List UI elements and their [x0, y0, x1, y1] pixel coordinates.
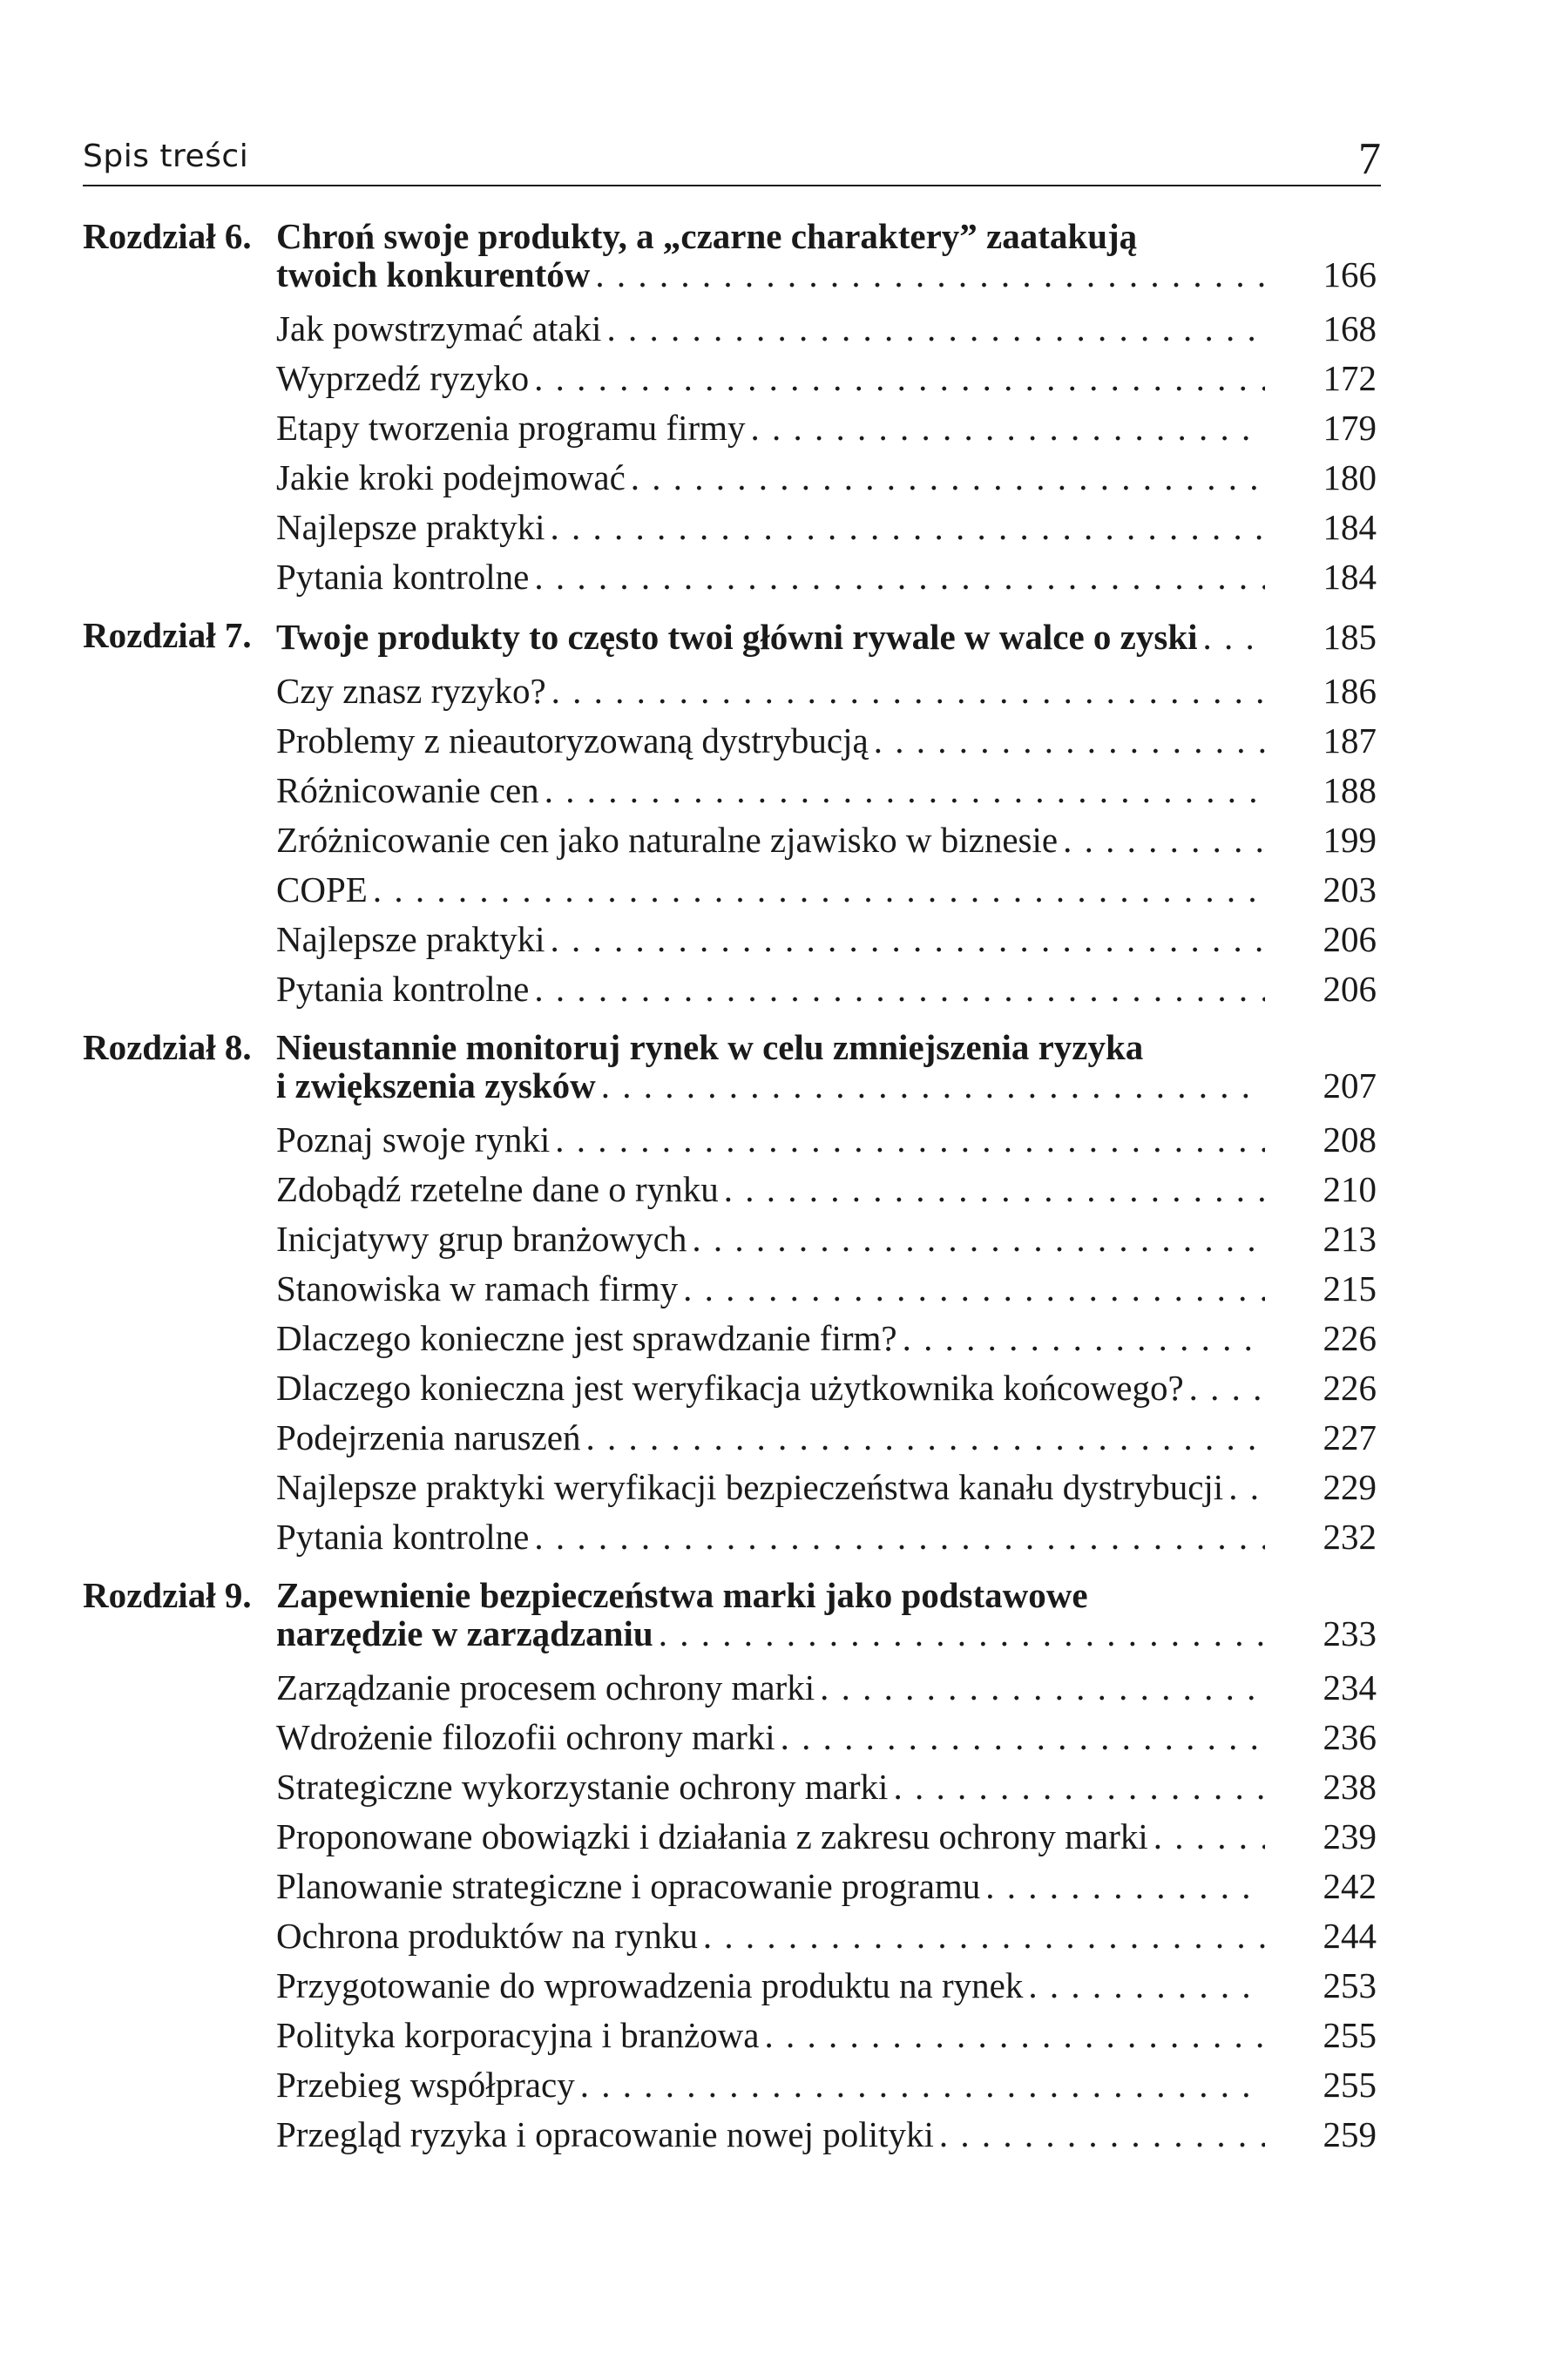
dot-leader [759, 2011, 1265, 2060]
chapter-label: Rozdział 7. [83, 615, 252, 655]
toc-entry-title: Podejrzenia naruszeń [276, 1417, 581, 1457]
toc-entry [276, 1762, 1377, 1812]
dot-leader [678, 1264, 1265, 1314]
toc-entry-title: Ochrona produktów na rynku [276, 1916, 698, 1956]
toc-entry-page-number: 232 [1323, 1517, 1377, 1557]
toc-entry-page-number: 199 [1323, 820, 1377, 860]
chapter-title-row [276, 617, 1377, 657]
toc-entry-title: Najlepsze praktyki weryfikacji bezpieczeństwa kanału dystrybucji [276, 1467, 1224, 1507]
dot-leader [934, 2110, 1265, 2160]
toc-entry [276, 1115, 1377, 1165]
chapter-page-number: 185 [1323, 617, 1377, 657]
toc-entry [276, 716, 1377, 766]
toc-entry [276, 403, 1377, 453]
chapter-heading [83, 617, 1377, 657]
toc-entry [276, 453, 1377, 503]
toc-entry-page-number: 215 [1323, 1268, 1377, 1308]
dot-leader [545, 503, 1265, 552]
dot-leader [1184, 1363, 1265, 1413]
toc-entry-page-number: 226 [1323, 1368, 1377, 1408]
dot-leader [545, 915, 1265, 964]
dot-leader [529, 1512, 1265, 1562]
toc-entry [276, 552, 1377, 602]
chapter-title-row [276, 1065, 1377, 1105]
toc-entry-title: COPE [276, 869, 368, 909]
toc-entry-page-number: 208 [1323, 1119, 1377, 1160]
dot-leader [1148, 1812, 1265, 1862]
toc-entry-title: Dlaczego konieczna jest weryfikacja użytkownika końcowego? [276, 1368, 1184, 1408]
dot-leader [815, 1663, 1265, 1713]
toc-entry [276, 1363, 1377, 1413]
toc-entry-page-number: 259 [1323, 2114, 1377, 2154]
toc-entry-title: Przegląd ryzyka i opracowanie nowej polityki [276, 2114, 934, 2154]
toc-entry-title: Planowanie strategiczne i opracowanie programu [276, 1866, 981, 1906]
toc-entry-page-number: 255 [1323, 2015, 1377, 2055]
toc-entry-page-number: 213 [1323, 1219, 1377, 1259]
dot-leader [775, 1713, 1265, 1762]
toc-entry [276, 1264, 1377, 1314]
running-header [83, 131, 1381, 183]
toc-entry-title: Inicjatywy grup branżowych [276, 1219, 687, 1259]
toc-entry-title: Pytania kontrolne [276, 969, 530, 1009]
toc-entry-page-number: 187 [1323, 720, 1377, 761]
toc-entry-page-number: 179 [1323, 408, 1377, 448]
toc-entry-page-number: 184 [1323, 507, 1377, 547]
dot-leader [1058, 815, 1265, 865]
chapter-label: Rozdział 6. [83, 216, 252, 256]
toc-entry [276, 1314, 1377, 1363]
toc-entry-page-number: 234 [1323, 1667, 1377, 1707]
chapter-title-line: Nieustannie monitoruj rynek w celu zmniejszenia ryzyka [276, 1027, 1144, 1067]
toc-chapter [83, 1577, 1377, 2160]
toc-entry-page-number: 210 [1323, 1169, 1377, 1209]
toc-entry-page-number: 238 [1323, 1767, 1377, 1807]
toc-chapter [83, 218, 1377, 602]
toc-entry-title: Przebieg współpracy [276, 2065, 575, 2105]
dot-leader [698, 1911, 1265, 1961]
toc-entry-page-number: 244 [1323, 1916, 1377, 1956]
toc-entry-page-number: 206 [1323, 919, 1377, 959]
toc-entry [276, 1911, 1377, 1961]
toc-entry-title: Proponowane obowiązki i działania z zakresu ochrony marki [276, 1816, 1148, 1856]
header-page-number: 7 [1358, 134, 1381, 184]
toc-entry [276, 1812, 1377, 1862]
dot-leader [550, 1115, 1265, 1165]
chapter-title-row [276, 254, 1377, 294]
chapter-title: Twoje produkty to często twoi główni rywale w walce o zyski [276, 617, 1198, 657]
table-of-contents [83, 218, 1377, 2160]
dot-leader [746, 403, 1265, 453]
dot-leader [888, 1762, 1265, 1812]
chapter-page-number: 166 [1323, 254, 1377, 294]
toc-entry-page-number: 203 [1323, 869, 1377, 909]
toc-entry-title: Dlaczego konieczne jest sprawdzanie firm? [276, 1318, 897, 1358]
chapter-label: Rozdział 9. [83, 1575, 252, 1615]
toc-entry-title: Zarządzanie procesem ochrony marki [276, 1667, 815, 1707]
toc-entry-title: Strategiczne wykorzystanie ochrony marki [276, 1767, 889, 1807]
chapter-heading [83, 218, 1377, 294]
chapter-label: Rozdział 8. [83, 1027, 252, 1067]
toc-entry-page-number: 253 [1323, 1965, 1377, 2005]
chapter-title-row [276, 1613, 1377, 1653]
toc-entry [276, 666, 1377, 716]
toc-entry-page-number: 180 [1323, 457, 1377, 497]
dot-leader [719, 1165, 1265, 1214]
dot-leader [596, 1065, 1265, 1105]
chapter-title: narzędzie w zarządzaniu [276, 1613, 653, 1653]
chapter-heading [83, 1029, 1377, 1105]
toc-entry-title: Stanowiska w ramach firmy [276, 1268, 679, 1308]
toc-entry [276, 865, 1377, 915]
toc-entry [276, 2060, 1377, 2110]
toc-entry-page-number: 239 [1323, 1816, 1377, 1856]
chapter-title-line: Zapewnienie bezpieczeństwa marki jako podstawowe [276, 1575, 1088, 1615]
toc-entry [276, 2011, 1377, 2060]
toc-entry-title: Poznaj swoje rynki [276, 1119, 551, 1160]
dot-leader [1023, 1961, 1265, 2011]
chapter-heading [83, 1577, 1377, 1653]
toc-entry-title: Wdrożenie filozofii ochrony marki [276, 1717, 775, 1757]
toc-entry-page-number: 186 [1323, 671, 1377, 711]
toc-entry-title: Czy znasz ryzyko? [276, 671, 546, 711]
toc-entry [276, 503, 1377, 552]
chapter-page-number: 207 [1323, 1065, 1377, 1105]
toc-entry-page-number: 229 [1323, 1467, 1377, 1507]
toc-entry-title: Zróżnicowanie cen jako naturalne zjawisko w biznesie [276, 820, 1059, 860]
toc-entry-page-number: 226 [1323, 1318, 1377, 1358]
chapter-title: i zwiększenia zysków [276, 1065, 596, 1105]
dot-leader [626, 453, 1265, 503]
dot-leader [1223, 1463, 1265, 1512]
toc-entry-title: Etapy tworzenia programu firmy [276, 408, 746, 448]
dot-leader [1198, 617, 1265, 657]
toc-entry-page-number: 184 [1323, 557, 1377, 597]
toc-entry [276, 964, 1377, 1014]
toc-entry [276, 1413, 1377, 1463]
toc-entry-title: Jak powstrzymać ataki [276, 308, 602, 348]
toc-entry-title: Najlepsze praktyki [276, 919, 545, 959]
toc-entry [276, 815, 1377, 865]
toc-entry-title: Różnicowanie cen [276, 770, 539, 810]
dot-leader [980, 1862, 1265, 1911]
toc-entry-page-number: 227 [1323, 1417, 1377, 1457]
toc-chapter [83, 1029, 1377, 1562]
toc-entry [276, 1663, 1377, 1713]
toc-entry-title: Wyprzedź ryzyko [276, 358, 530, 398]
dot-leader [575, 2060, 1265, 2110]
toc-entry-title: Przygotowanie do wprowadzenia produktu na rynek [276, 1965, 1024, 2005]
dot-leader [546, 666, 1265, 716]
toc-entry [276, 1862, 1377, 1911]
header-title: Spis treści [83, 139, 249, 174]
toc-entry-title: Problemy z nieautoryzowaną dystrybucją [276, 720, 869, 761]
chapter-title: twoich konkurentów [276, 254, 591, 294]
toc-entry [276, 1214, 1377, 1264]
toc-entry [276, 1961, 1377, 2011]
toc-entry [276, 766, 1377, 815]
dot-leader [590, 254, 1265, 294]
toc-entry-title: Jakie kroki podejmować [276, 457, 626, 497]
dot-leader [529, 964, 1265, 1014]
toc-entry-page-number: 172 [1323, 358, 1377, 398]
toc-entry-title: Pytania kontrolne [276, 557, 530, 597]
toc-entry-page-number: 242 [1323, 1866, 1377, 1906]
dot-leader [368, 865, 1265, 915]
toc-entry-page-number: 206 [1323, 969, 1377, 1009]
toc-entry-title: Zdobądź rzetelne dane o rynku [276, 1169, 719, 1209]
chapter-page-number: 233 [1323, 1613, 1377, 1653]
chapter-title-line: Chroń swoje produkty, a „czarne charaktery” zaatakują [276, 216, 1138, 256]
toc-entry-page-number: 188 [1323, 770, 1377, 810]
dot-leader [529, 552, 1265, 602]
dot-leader [869, 716, 1265, 766]
toc-entry [276, 354, 1377, 403]
toc-entry [276, 1713, 1377, 1762]
header-rule [83, 185, 1381, 186]
toc-entry-page-number: 168 [1323, 308, 1377, 348]
toc-chapter [83, 617, 1377, 1014]
toc-entry-title: Pytania kontrolne [276, 1517, 530, 1557]
toc-entry-title: Polityka korporacyjna i branżowa [276, 2015, 760, 2055]
toc-entry [276, 304, 1377, 354]
dot-leader [687, 1214, 1265, 1264]
dot-leader [539, 766, 1265, 815]
toc-entry [276, 2110, 1377, 2160]
dot-leader [653, 1613, 1265, 1653]
toc-entry [276, 1512, 1377, 1562]
toc-entry [276, 915, 1377, 964]
toc-entry-page-number: 236 [1323, 1717, 1377, 1757]
toc-entry-title: Najlepsze praktyki [276, 507, 545, 547]
dot-leader [601, 304, 1265, 354]
dot-leader [529, 354, 1265, 403]
dot-leader [580, 1413, 1265, 1463]
toc-entry [276, 1165, 1377, 1214]
toc-entry-page-number: 255 [1323, 2065, 1377, 2105]
toc-entry [276, 1463, 1377, 1512]
dot-leader [897, 1314, 1265, 1363]
